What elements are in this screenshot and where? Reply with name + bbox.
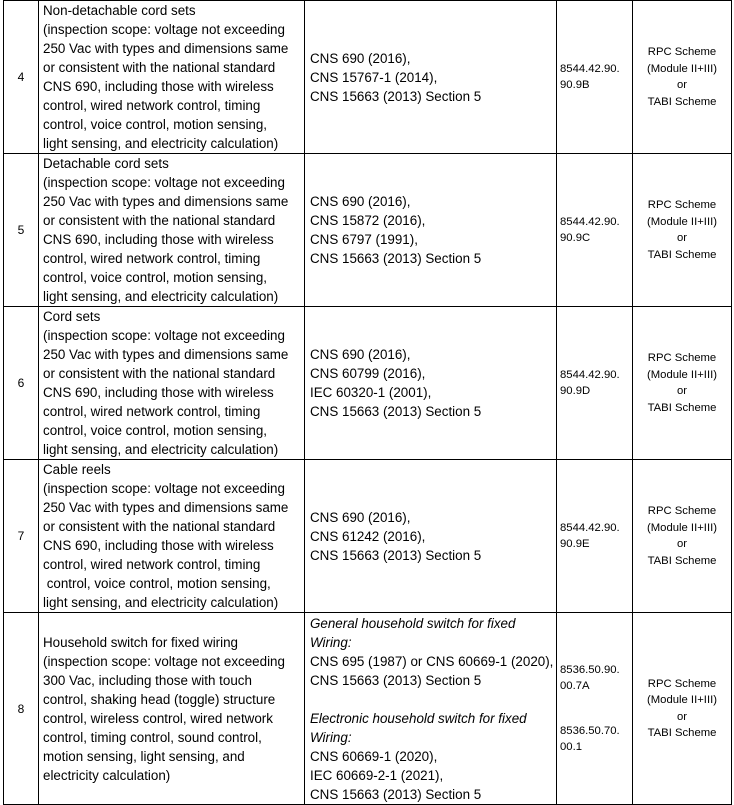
inspection-standards: CNS 690 (2016), CNS 15767-1 (2014), CNS 15663 (2013) Section 5 [305,1,557,154]
table-row [4,154,732,307]
tariff-code: 8544.42.90. 90.9E [557,460,633,613]
tariff-code: 8544.42.90. 90.9C [557,154,633,307]
inspection-scheme: RPC Scheme (Module II+III) or TABI Scheme [633,154,732,307]
row-number: 7 [4,460,39,613]
inspection-standards: CNS 690 (2016), CNS 61242 (2016), CNS 15663 (2013) Section 5 [305,460,557,613]
inspection-standards: CNS 690 (2016), CNS 15872 (2016), CNS 6797 (1991), CNS 15663 (2013) Section 5 [305,154,557,307]
general-switch-heading: General household switch for fixed [310,615,516,631]
row-number: 5 [4,154,39,307]
inspection-scheme: RPC Scheme (Module II+III) or TABI Scheme [633,1,732,154]
inspection-scheme: RPC Scheme (Module II+III) or TABI Scheme [633,613,732,805]
standards-table [3,0,732,805]
tariff-code: 8536.50.90. 00.7A 8536.50.70. 00.1 [557,613,633,805]
product-description: Cable reels (inspection scope: voltage not exceeding 250 Vac with types and dimensions same or consistent with the national standard CNS 690, including those with wireless control, wired network control, timing control, voice control, motion sensing, light sensing, and electricity calculation) [39,460,305,613]
table-row [4,1,732,154]
product-description: Cord sets (inspection scope: voltage not exceeding 250 Vac with types and dimensions same or consistent with the national standard CNS 690, including those with wireless control, wired network control, timing control, voice control, motion sensing, light sensing, and electricity calculation) [39,307,305,460]
inspection-standards: CNS 690 (2016), CNS 60799 (2016), IEC 60320-1 (2001), CNS 15663 (2013) Section 5 [305,307,557,460]
product-description: Detachable cord sets (inspection scope: voltage not exceeding 250 Vac with types and dimensions same or consistent with the national standard CNS 690, including those with wireless control, wired network control, timing control, voice control, motion sensing, light sensing, and electricity calculation) [39,154,305,307]
table-row [4,307,732,460]
tariff-code: 8544.42.90. 90.9D [557,307,633,460]
product-description: Non-detachable cord sets (inspection scope: voltage not exceeding 250 Vac with types and dimensions same or consistent with the national standard CNS 690, including those with wireless control, wired network control, timing control, voice control, motion sensing, light sensing, and electricity calculation) [39,1,305,154]
table-row [4,460,732,613]
electronic-switch-heading: Electronic household switch for fixed [310,710,527,726]
row-number: 6 [4,307,39,460]
tariff-code: 8544.42.90. 90.9B [557,1,633,154]
row-number: 4 [4,1,39,154]
table-row [4,613,732,805]
inspection-standards: General household switch for fixed Wiring: CNS 695 (1987) or CNS 60669-1 (2020), CNS 15663 (2013) Section 5 Electronic household switch for fixed Wiring: CNS 60669-1 (2020), IEC 60669-2-1 (2021), CNS 15663 (2013) Section 5 [305,613,557,805]
inspection-scheme: RPC Scheme (Module II+III) or TABI Scheme [633,460,732,613]
product-description: Household switch for fixed wiring (inspection scope: voltage not exceeding 300 Vac, including those with touch control, shaking head (toggle) structure control, wireless control, wired network control, timing control, sound control, motion sensing, light sensing, and electricity calculation) [39,613,305,805]
row-number: 8 [4,613,39,805]
inspection-scheme: RPC Scheme (Module II+III) or TABI Scheme [633,307,732,460]
